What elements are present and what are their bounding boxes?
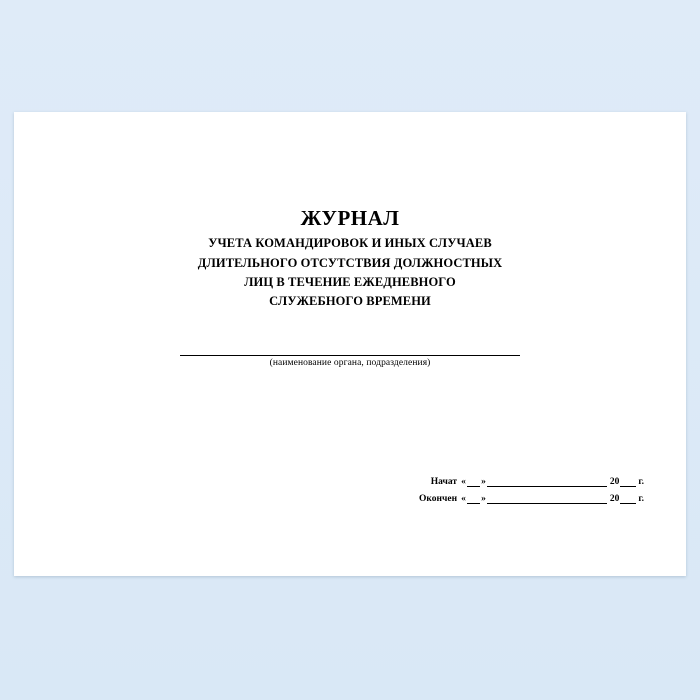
started-label: Начат	[430, 477, 458, 487]
subtitle-line-1: УЧЕТА КОМАНДИРОВОК И ИНЫХ СЛУЧАЕВ	[208, 236, 492, 251]
organization-name-field	[180, 355, 520, 368]
subtitle-line-2: ДЛИТЕЛЬНОГО ОТСУТСТВИЯ ДОЛЖНОСТНЫХ	[197, 255, 503, 270]
started-month-blank	[487, 476, 607, 487]
finished-year-blank	[620, 493, 636, 504]
started-quote-open: «	[461, 477, 467, 487]
started-year-blank	[620, 476, 636, 487]
started-date-row	[334, 470, 644, 487]
subtitle-line-3: ЛИЦ В ТЕЧЕНИЕ ЕЖЕДНЕВНОГО	[244, 274, 456, 289]
finished-month-blank	[487, 493, 607, 504]
finished-year-suffix: г.	[638, 494, 644, 504]
title-block	[14, 206, 686, 312]
document-subtitle	[140, 234, 560, 312]
document-page	[14, 112, 686, 576]
finished-date-row	[334, 487, 644, 504]
organization-name-caption: (наименование органа, подразделения)	[269, 358, 431, 368]
started-year-suffix: г.	[638, 477, 644, 487]
started-day-blank	[467, 476, 480, 487]
finished-day-blank	[467, 493, 480, 504]
document-page-content	[14, 112, 686, 576]
started-quote-close: »	[481, 477, 486, 487]
finished-label: Окончен	[419, 494, 458, 504]
page-title: ЖУРНАЛ	[300, 206, 400, 230]
started-year-prefix: 20	[609, 477, 620, 487]
subtitle-line-4: СЛУЖЕБНОГО ВРЕМЕНИ	[269, 294, 431, 309]
finished-quote-close: »	[481, 494, 486, 504]
dates-block	[334, 470, 644, 504]
organization-name-rule	[180, 355, 520, 356]
finished-quote-open: «	[461, 494, 467, 504]
finished-year-prefix: 20	[609, 494, 620, 504]
